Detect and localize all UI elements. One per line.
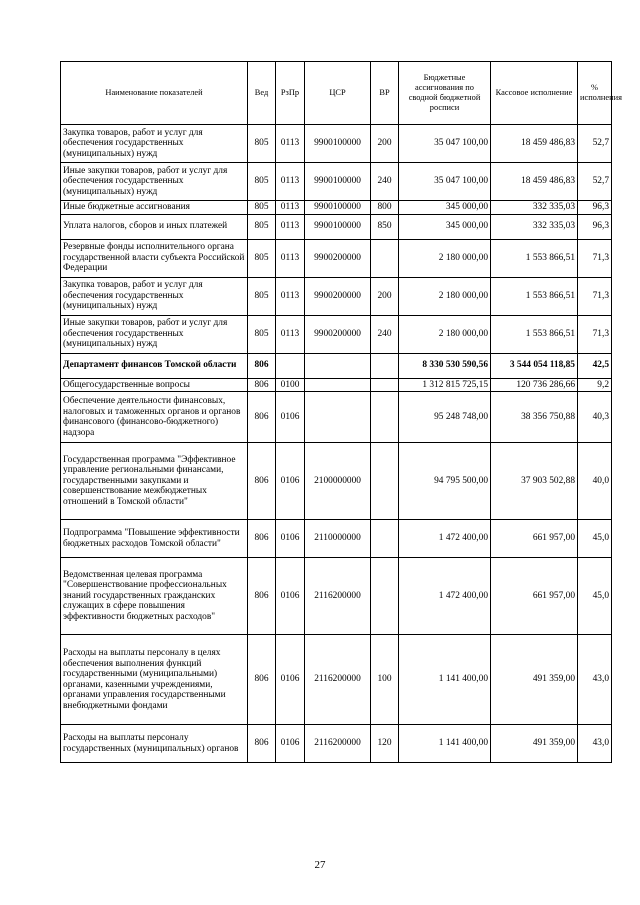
row-name-cell: Департамент финансов Томской области [61,353,248,378]
row-cash-cell: 332 335,03 [491,201,578,215]
header-csr: ЦСР [305,62,371,125]
row-assignments-cell: 1 312 815 725,15 [399,378,491,392]
row-assignments-cell: 345 000,00 [399,214,491,239]
row-csr-cell: 9900200000 [305,277,371,315]
row-name-cell: Иные бюджетные ассигнования [61,201,248,215]
row-ved-cell: 806 [248,520,276,558]
row-percent-cell: 52,7 [578,163,612,201]
row-vr-cell [371,378,399,392]
table-row [61,201,612,215]
row-vr-cell [371,392,399,443]
row-ved-cell: 806 [248,443,276,520]
row-assignments-cell: 2 180 000,00 [399,277,491,315]
row-rzpr-cell: 0113 [276,315,305,353]
row-assignments-cell: 1 472 400,00 [399,558,491,635]
row-cash-cell: 120 736 286,66 [491,378,578,392]
header-ved: Вед [248,62,276,125]
row-csr-cell: 9900100000 [305,125,371,163]
table-row [61,392,612,443]
header-rzpr: РзПр [276,62,305,125]
row-percent-cell: 71,3 [578,239,612,277]
row-percent-cell: 45,0 [578,558,612,635]
row-ved-cell: 806 [248,558,276,635]
row-csr-cell [305,378,371,392]
table-row [61,558,612,635]
row-assignments-cell: 345 000,00 [399,201,491,215]
table-header-row [61,62,612,125]
row-csr-cell: 2116200000 [305,725,371,763]
table-row [61,214,612,239]
row-name-cell: Ведомственная целевая программа "Совершенствование профессиональных знаний государственных гражданских служащих в сфере повышения эффективности бюджетных расходов" [61,558,248,635]
row-rzpr-cell: 0106 [276,392,305,443]
row-rzpr-cell: 0113 [276,277,305,315]
table-body [61,125,612,763]
row-ved-cell: 806 [248,635,276,725]
row-rzpr-cell: 0106 [276,725,305,763]
row-assignments-cell: 2 180 000,00 [399,315,491,353]
header-vr: ВР [371,62,399,125]
row-name-cell: Закупка товаров, работ и услуг для обеспечения государственных (муниципальных) нужд [61,277,248,315]
row-percent-cell: 9,2 [578,378,612,392]
row-assignments-cell: 1 141 400,00 [399,635,491,725]
table-row [61,443,612,520]
row-cash-cell: 37 903 502,88 [491,443,578,520]
row-vr-cell: 120 [371,725,399,763]
row-vr-cell: 850 [371,214,399,239]
row-rzpr-cell: 0113 [276,201,305,215]
table-row [61,163,612,201]
row-csr-cell: 2116200000 [305,558,371,635]
row-rzpr-cell: 0106 [276,635,305,725]
row-ved-cell: 806 [248,378,276,392]
row-csr-cell: 9900200000 [305,315,371,353]
row-csr-cell: 2100000000 [305,443,371,520]
row-csr-cell: 9900200000 [305,239,371,277]
row-ved-cell: 805 [248,214,276,239]
table-row [61,520,612,558]
row-cash-cell: 18 459 486,83 [491,163,578,201]
row-csr-cell: 9900100000 [305,201,371,215]
row-percent-cell: 43,0 [578,725,612,763]
row-percent-cell: 40,0 [578,443,612,520]
budget-execution-table [60,61,622,763]
row-assignments-cell: 35 047 100,00 [399,163,491,201]
row-csr-cell: 9900100000 [305,214,371,239]
row-assignments-cell: 35 047 100,00 [399,125,491,163]
row-cash-cell: 1 553 866,51 [491,239,578,277]
row-csr-cell: 9900100000 [305,163,371,201]
row-cash-cell: 332 335,03 [491,214,578,239]
row-vr-cell: 800 [371,201,399,215]
row-name-cell: Иные закупки товаров, работ и услуг для обеспечения государственных (муниципальных) нужд [61,163,248,201]
row-csr-cell [305,353,371,378]
row-ved-cell: 805 [248,277,276,315]
row-rzpr-cell: 0106 [276,558,305,635]
row-rzpr-cell: 0113 [276,239,305,277]
row-cash-cell: 1 553 866,51 [491,277,578,315]
table-row [61,378,612,392]
row-ved-cell: 805 [248,315,276,353]
row-assignments-cell: 1 141 400,00 [399,725,491,763]
row-ved-cell: 805 [248,163,276,201]
page-number: 27 [314,859,326,871]
row-rzpr-cell: 0113 [276,125,305,163]
row-cash-cell: 3 544 054 118,85 [491,353,578,378]
row-cash-cell: 661 957,00 [491,520,578,558]
row-rzpr-cell: 0106 [276,520,305,558]
row-name-cell: Расходы на выплаты персоналу государственных (муниципальных) органов [61,725,248,763]
row-vr-cell [371,443,399,520]
row-name-cell: Расходы на выплаты персоналу в целях обеспечения выполнения функций государственными (муниципальными) органами, казенными учреждениями, органами управления государственными внебюджетными фондами [61,635,248,725]
row-assignments-cell: 95 248 748,00 [399,392,491,443]
row-rzpr-cell [276,353,305,378]
row-name-cell: Государственная программа "Эффективное управление региональными финансами, государственными закупками и совершенствование межбюджетных отношений в Томской области" [61,443,248,520]
row-percent-cell: 71,3 [578,277,612,315]
row-ved-cell: 805 [248,239,276,277]
row-vr-cell: 240 [371,315,399,353]
row-percent-cell: 96,3 [578,214,612,239]
row-name-cell: Закупка товаров, работ и услуг для обеспечения государственных (муниципальных) нужд [61,125,248,163]
header-percent: % исполнения [578,62,612,125]
row-rzpr-cell: 0106 [276,443,305,520]
row-vr-cell [371,353,399,378]
row-vr-cell: 200 [371,125,399,163]
row-ved-cell: 805 [248,125,276,163]
row-ved-cell: 806 [248,353,276,378]
table-row [61,635,612,725]
row-assignments-cell: 94 795 500,00 [399,443,491,520]
row-rzpr-cell: 0113 [276,214,305,239]
row-cash-cell: 491 359,00 [491,725,578,763]
row-cash-cell: 38 356 750,88 [491,392,578,443]
row-assignments-cell: 1 472 400,00 [399,520,491,558]
row-ved-cell: 806 [248,725,276,763]
table-row [61,277,612,315]
row-vr-cell: 100 [371,635,399,725]
row-percent-cell: 71,3 [578,315,612,353]
row-cash-cell: 18 459 486,83 [491,125,578,163]
row-name-cell: Подпрограмма "Повышение эффективности бюджетных расходов Томской области" [61,520,248,558]
row-ved-cell: 806 [248,392,276,443]
row-vr-cell [371,520,399,558]
table-row [61,353,612,378]
row-vr-cell: 240 [371,163,399,201]
row-csr-cell: 2116200000 [305,635,371,725]
row-vr-cell [371,558,399,635]
row-rzpr-cell: 0113 [276,163,305,201]
row-assignments-cell: 8 330 530 590,56 [399,353,491,378]
row-name-cell: Обеспечение деятельности финансовых, налоговых и таможенных органов и органов финансового (финансово-бюджетного) надзора [61,392,248,443]
row-vr-cell [371,239,399,277]
row-percent-cell: 40,3 [578,392,612,443]
row-ved-cell: 805 [248,201,276,215]
row-percent-cell: 52,7 [578,125,612,163]
table-row [61,315,612,353]
header-assignments: Бюджетные ассигнования по сводной бюджетной росписи [399,62,491,125]
row-name-cell: Уплата налогов, сборов и иных платежей [61,214,248,239]
header-name: Наименование показателей [61,62,248,125]
row-rzpr-cell: 0100 [276,378,305,392]
row-percent-cell: 45,0 [578,520,612,558]
table-row [61,725,612,763]
row-cash-cell: 1 553 866,51 [491,315,578,353]
row-percent-cell: 42,5 [578,353,612,378]
row-cash-cell: 661 957,00 [491,558,578,635]
row-csr-cell [305,392,371,443]
row-cash-cell: 491 359,00 [491,635,578,725]
row-assignments-cell: 2 180 000,00 [399,239,491,277]
row-vr-cell: 200 [371,277,399,315]
row-name-cell: Иные закупки товаров, работ и услуг для обеспечения государственных (муниципальных) нужд [61,315,248,353]
table-row [61,125,612,163]
header-cash-execution: Кассовое исполнение [491,62,578,125]
table-row [61,239,612,277]
row-name-cell: Резервные фонды исполнительного органа государственной власти субъекта Российской Федерации [61,239,248,277]
row-percent-cell: 96,3 [578,201,612,215]
row-name-cell: Общегосударственные вопросы [61,378,248,392]
row-csr-cell: 2110000000 [305,520,371,558]
row-percent-cell: 43,0 [578,635,612,725]
